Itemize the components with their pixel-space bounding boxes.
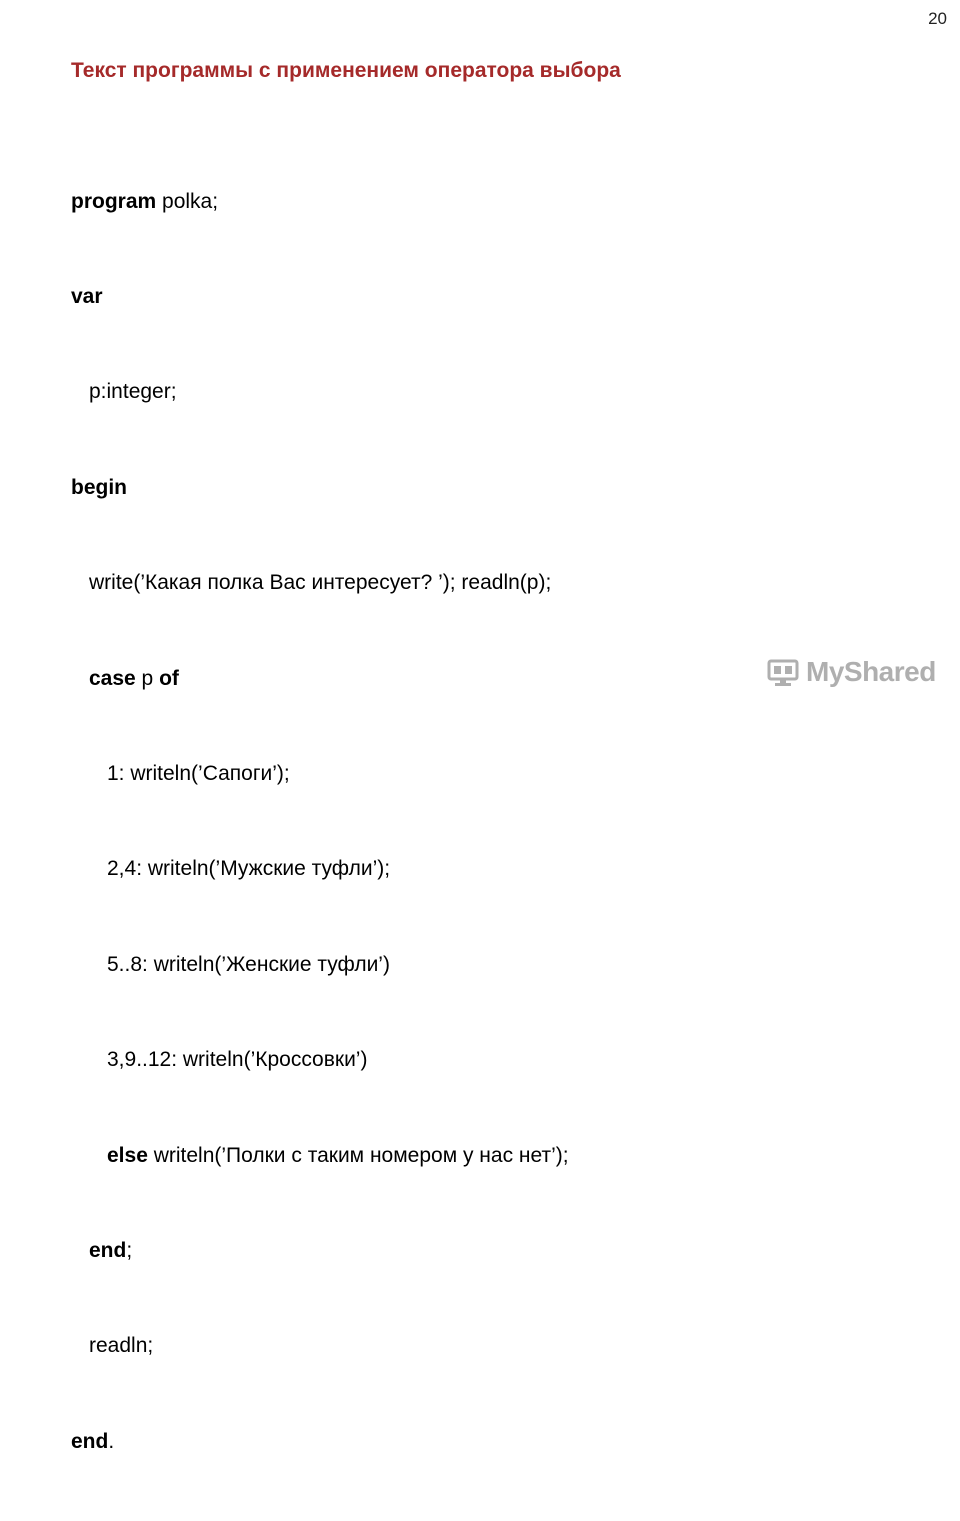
keyword-case: case xyxy=(89,666,136,690)
code-line-case-2-4 xyxy=(71,853,569,885)
code-line-case-1 xyxy=(71,758,569,790)
watermark-logo xyxy=(766,656,936,688)
slide-title: Текст программы с применением оператора выбора xyxy=(71,59,621,82)
code-listing xyxy=(71,122,569,1521)
case-branch-5-8: 5..8: writeln(’Женские туфли’) xyxy=(107,952,390,976)
monitor-logo-icon xyxy=(766,657,800,687)
keyword-program: program xyxy=(71,189,157,213)
keyword-end-program: end xyxy=(71,1429,109,1453)
keyword-begin: begin xyxy=(71,475,127,499)
code-line-declaration xyxy=(71,376,569,408)
case-selector: p xyxy=(135,666,160,690)
keyword-var: var xyxy=(71,284,103,308)
case-branch-3-9-12: 3,9..12: writeln(’Кроссовки’) xyxy=(107,1048,368,1072)
case-branch-1: 1: writeln(’Сапоги’); xyxy=(107,761,290,785)
code-line-case xyxy=(71,663,569,695)
keyword-else: else xyxy=(107,1143,148,1167)
code-line-program xyxy=(71,186,569,218)
else-branch: writeln(’Полки с таким номером у нас нет’); xyxy=(147,1143,569,1167)
code-line-end-case xyxy=(71,1235,569,1267)
code-line-else xyxy=(71,1140,569,1172)
write-statement: write(’Какая полка Вас интересует? ’); readln(p); xyxy=(89,571,552,595)
code-line-begin xyxy=(71,472,569,504)
code-line-var xyxy=(71,281,569,313)
readln-statement: readln; xyxy=(89,1334,154,1358)
program-name: polka; xyxy=(156,189,219,213)
end-program-period: . xyxy=(108,1429,115,1453)
code-line-end-program xyxy=(71,1426,569,1458)
keyword-end-case: end xyxy=(89,1238,127,1262)
watermark-text: MyShared xyxy=(806,656,936,687)
code-line-case-5-8 xyxy=(71,949,569,981)
code-line-readln xyxy=(71,1330,569,1362)
end-case-semicolon: ; xyxy=(126,1238,133,1262)
keyword-of: of xyxy=(159,666,179,690)
page-number: 20 xyxy=(928,9,947,28)
code-line-write xyxy=(71,567,569,599)
declaration-text: p:integer; xyxy=(89,380,177,404)
case-branch-2-4: 2,4: writeln(’Мужские туфли’); xyxy=(107,857,391,881)
code-line-case-3-9-12 xyxy=(71,1044,569,1076)
